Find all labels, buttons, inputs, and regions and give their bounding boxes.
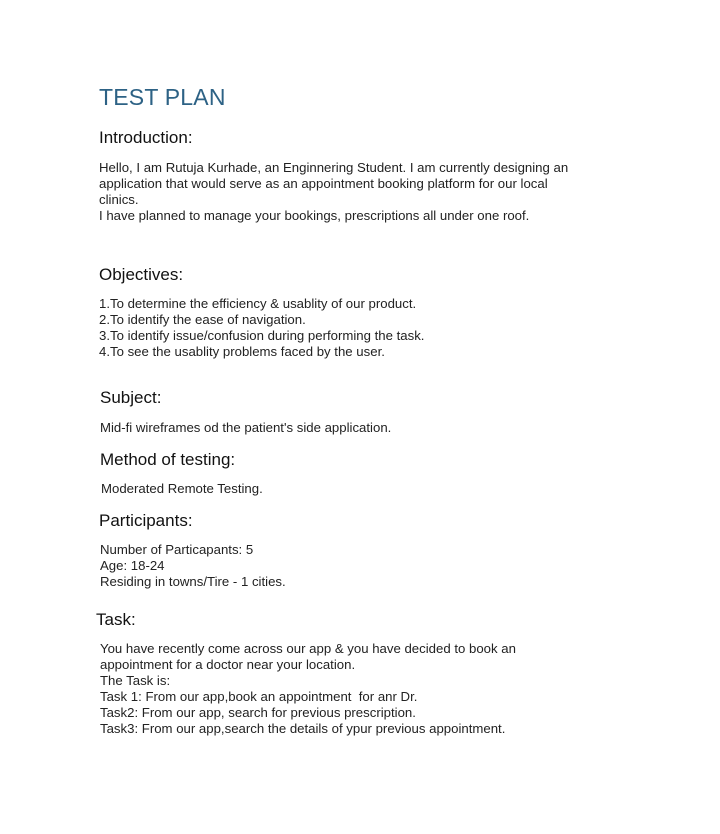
participants-heading: Participants:	[99, 511, 193, 530]
subject-line: Mid-fi wireframes od the patient's side application.	[100, 420, 392, 435]
task-line: Task3: From our app,search the details of ypur previous appointment.	[100, 721, 506, 736]
objectives-heading: Objectives:	[99, 265, 184, 284]
task-heading: Task:	[96, 610, 136, 629]
introduction-line: application that would serve as an appointment booking platform for our local	[99, 176, 548, 191]
introduction-heading: Introduction:	[99, 128, 193, 147]
introduction-line: clinics.	[99, 192, 139, 207]
introduction-line: Hello, I am Rutuja Kurhade, an Enginnering Student. I am currently designing an	[99, 160, 569, 175]
task-line: The Task is:	[100, 673, 171, 688]
method-body	[101, 481, 263, 497]
introduction-body	[99, 160, 568, 224]
introduction-line: I have planned to manage your bookings, prescriptions all under one roof.	[99, 208, 530, 223]
objective-item: 4.To see the usablity problems faced by the user.	[99, 344, 385, 359]
method-line: Moderated Remote Testing.	[101, 481, 263, 496]
task-line: appointment for a doctor near your location.	[100, 657, 356, 672]
task-line: Task 1: From our app,book an appointment for anr Dr.	[100, 689, 418, 704]
participants-line: Number of Particapants: 5	[100, 542, 254, 557]
subject-heading: Subject:	[100, 388, 162, 407]
participants-line: Residing in towns/Tire - 1 cities.	[100, 574, 286, 589]
task-body	[100, 641, 516, 737]
objectives-list	[99, 296, 424, 360]
subject-body	[100, 420, 391, 436]
objective-item: 2.To identify the ease of navigation.	[99, 312, 306, 327]
participants-line: Age: 18-24	[100, 558, 165, 573]
task-line: You have recently come across our app & you have decided to book an	[100, 641, 516, 656]
participants-body	[100, 542, 286, 590]
objective-item: 1.To determine the efficiency & usablity of our product.	[99, 296, 417, 311]
method-heading: Method of testing:	[100, 450, 236, 469]
task-line: Task2: From our app, search for previous prescription.	[100, 705, 416, 720]
objective-item: 3.To identify issue/confusion during performing the task.	[99, 328, 425, 343]
document-title: TEST PLAN	[99, 84, 226, 110]
